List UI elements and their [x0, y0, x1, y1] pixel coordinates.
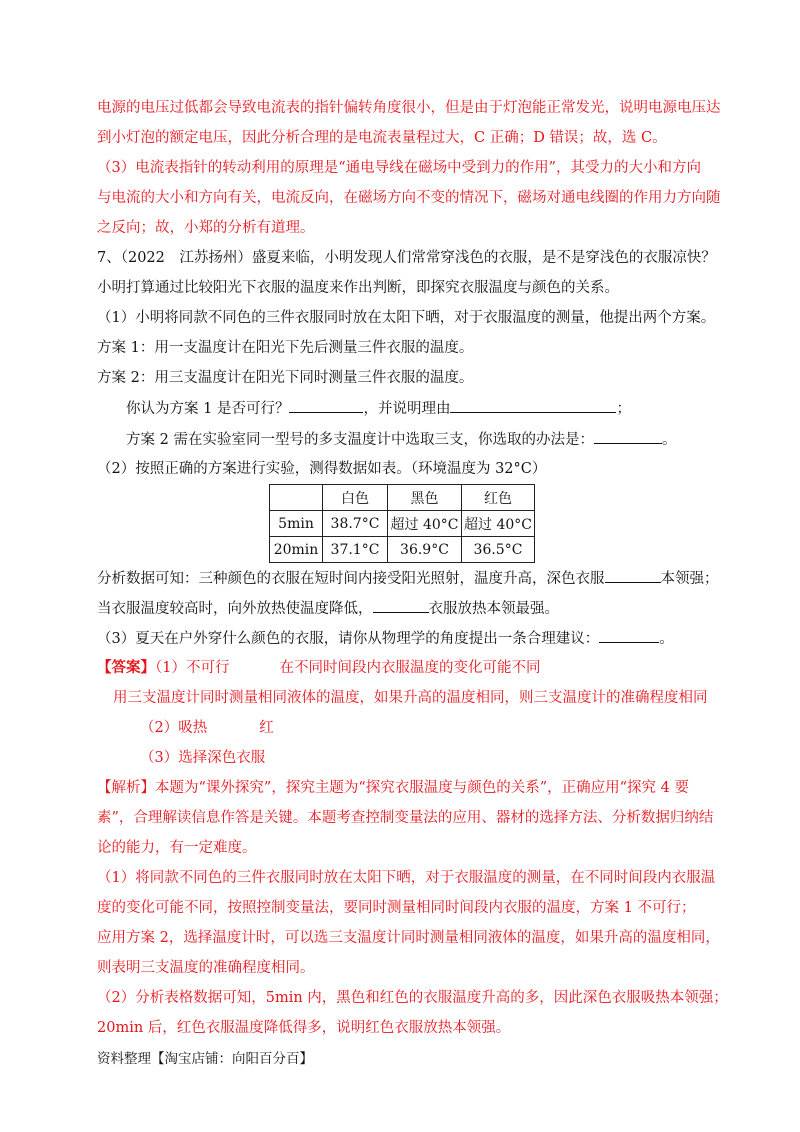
analysis-text: （1）将同款不同色的三件衣服同时放在太阳下晒，对于衣服温度的测量，在不同时间段内衣服温: [97, 870, 716, 886]
table-cell: 黑色: [388, 485, 462, 511]
analysis-text: 论的能力，有一定难度。: [97, 840, 257, 856]
text-line: 到小灯泡的额定电压，因此分析合理的是电流表量程过大，C 正确；D 错误；故，选 C。: [97, 130, 667, 146]
answer-text: （3）选择深色衣服: [140, 750, 266, 766]
answer-text: 用三支温度计同时测量相同液体的温度，如果升高的温度相同，则三支温度计的准确程度相同: [113, 690, 708, 706]
answer-blank[interactable]: [373, 597, 429, 613]
table-cell: 36.9°C: [388, 537, 462, 563]
table-cell: 红色: [462, 485, 535, 511]
answer-blank[interactable]: [599, 627, 659, 643]
fill-in-line: [97, 597, 559, 620]
fill-in-line: [126, 428, 676, 451]
analysis-text: （2）分析表格数据可知，5min 内，黑色和红色的衣服温度升高的多，因此深色衣服吸热本领强；: [97, 990, 728, 1006]
text-line: 电源的电压过低都会导致电流表的指针偏转角度很小，但是由于灯泡能正常发光，说明电源电压达: [97, 100, 721, 116]
punctuation: 。: [659, 631, 674, 647]
fill-in-line: [97, 627, 674, 650]
table-row: [270, 537, 535, 563]
answer-text: 红: [259, 720, 274, 736]
analysis-text: 素”，合理解读信息作答是关键。本题考查控制变量法的应用、器材的选择方法、分析数据归纳结: [97, 810, 714, 826]
answer-text: 在不同时间段内衣服温度的变化可能不同: [279, 660, 541, 676]
prompt-text: 你认为方案 1 是否可行？: [126, 401, 290, 417]
plan-2: 方案 2：用三支温度计在阳光下同时测量三件衣服的温度。: [97, 370, 474, 386]
fill-in-line: [97, 567, 719, 590]
fill-in-line: [126, 397, 631, 420]
table-cell: 20min: [270, 537, 323, 563]
prompt-text: 当衣服温度较高时，向外放热使温度降低，: [97, 601, 373, 617]
table-row: [270, 511, 535, 537]
punctuation: 。: [661, 432, 677, 448]
plan-1: 方案 1：用一支温度计在阳光下先后测量三件衣服的温度。: [97, 340, 474, 356]
answer-text: （2）吸热: [140, 720, 208, 736]
analysis-text: 应用方案 2，选择温度计时，可以选三支温度计同时测量相同液体的温度，如果升高的温度相同，: [97, 930, 720, 946]
prompt-text: 分析数据可知：三种颜色的衣服在短时间内接受阳光照射，温度升高，深色衣服: [97, 571, 605, 587]
prompt-text: 本领强；: [660, 571, 719, 587]
question-part-2: （2）按照正确的方案进行实验，测得数据如表。（环境温度为 32°C）: [97, 461, 547, 477]
text-line: 与电流的大小和方向有关，电流反向，在磁场方向不变的情况下，磁场对通电线圈的作用力方向随: [97, 190, 721, 206]
prompt-text: （3）夏天在户外穿什么颜色的衣服，请你从物理学的角度提出一条合理建议：: [97, 631, 600, 647]
prompt-text: ，并说明理由: [363, 401, 451, 417]
answer-text: （1）不可行: [155, 660, 230, 676]
page-footer: 资料整理【淘宝店铺：向阳百分百】: [97, 1051, 313, 1067]
answer-blank[interactable]: [605, 567, 661, 583]
answer-block: [97, 657, 540, 679]
table-header-row: [270, 485, 535, 511]
prompt-text: 衣服放热本领最强。: [428, 601, 559, 617]
table-cell: [270, 485, 323, 511]
punctuation: ；: [616, 401, 631, 417]
analysis-text: 度的变化可能不同，按照控制变量法，要同时测量相同时间段内衣服的温度，方案 1 不可行；: [97, 900, 696, 916]
table-cell: 超过 40°C: [388, 511, 462, 537]
table-cell: 37.1°C: [323, 537, 388, 563]
analysis-text: 则表明三支温度的准确程度相同。: [97, 960, 315, 976]
answer-blank[interactable]: [450, 397, 616, 413]
question-part-1: （1）小明将同款不同色的三件衣服同时放在太阳下晒，对于衣服温度的测量，他提出两个方案。: [97, 310, 716, 326]
text-line: 小明打算通过比较阳光下衣服的温度来作出判断，即探究衣服温度与颜色的关系。: [97, 280, 619, 296]
table-cell: 36.5°C: [462, 537, 535, 563]
answer-blank[interactable]: [289, 397, 363, 413]
text-line: 之反向；故，小郑的分析有道理。: [97, 220, 315, 236]
analysis-block: [97, 777, 689, 799]
table-cell: 超过 40°C: [462, 511, 535, 537]
analysis-text: 【解析】本题为“课外探究”，探究主题为“探究衣服温度与颜色的关系”，正确应用“探究 4 要: [97, 780, 690, 796]
answer-tag: 【答案】: [97, 659, 155, 676]
data-table: [269, 484, 535, 563]
answer-blank[interactable]: [594, 428, 662, 444]
table-cell: 38.7°C: [323, 511, 388, 537]
text-line: （3）电流表指针的转动利用的原理是“通电导线在磁场中受到力的作用”，其受力的大小和方向: [97, 160, 702, 176]
question-7-stem: 7、（2022 江苏扬州）盛夏来临，小明发现人们常常穿浅色的衣服，是不是穿浅色的衣服凉快？: [97, 250, 716, 266]
prompt-text: 方案 2 需在实验室同一型号的多支温度计中选取三支，你选取的办法是：: [126, 432, 594, 448]
answer-block: [140, 717, 274, 739]
analysis-text: 20min 后，红色衣服温度降低得多，说明红色衣服放热本领强。: [97, 1020, 511, 1036]
table-cell: 5min: [270, 511, 323, 537]
table-cell: 白色: [323, 485, 388, 511]
